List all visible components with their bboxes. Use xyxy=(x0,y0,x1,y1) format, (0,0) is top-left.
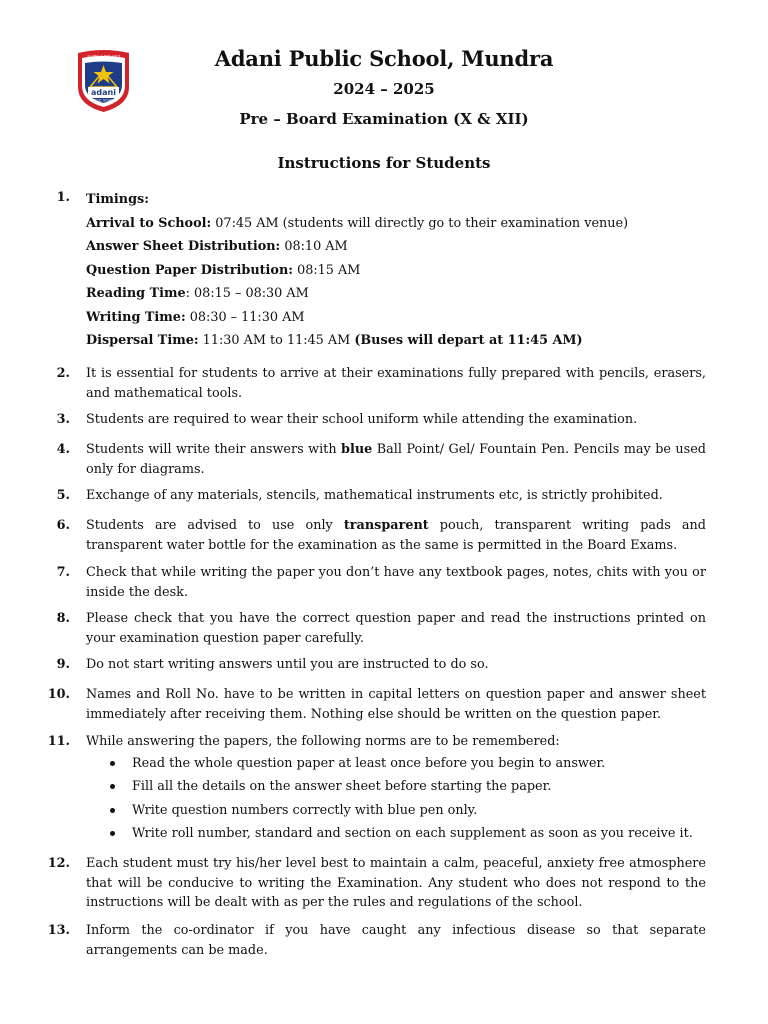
timing-arrival: Arrival to School: 07:45 AM (students will directly go to their examination venue) xyxy=(86,215,629,231)
timings-label: Timings: xyxy=(86,192,149,207)
norms-list xyxy=(86,752,706,846)
svg-text:adani: adani xyxy=(91,88,116,97)
timing-writing: Writing Time: 08:30 – 11:30 AM xyxy=(86,309,305,325)
document-header xyxy=(0,40,768,174)
school-name: Adani Public School, Mundra xyxy=(214,46,554,71)
bullet-item: Write question numbers correctly with blue pen only. xyxy=(86,799,706,823)
timing-reading: Reading Time: 08:15 – 08:30 AM xyxy=(86,286,309,301)
instructions-title: Instructions for Students xyxy=(277,154,491,172)
bullet-item: Read the whole question paper at least once before you begin to answer. xyxy=(86,752,706,776)
svg-text:हम भविष्य का निर्माण करते हैं: हम भविष्य का निर्माण करते हैं xyxy=(87,54,120,59)
item-number: 1. xyxy=(56,190,70,205)
timing-dispersal: Dispersal Time: 11:30 AM to 11:45 AM (Buses will depart at 11:45 AM) xyxy=(86,333,583,348)
exam-title: Pre – Board Examination (X & XII) xyxy=(239,110,529,128)
svg-text:PUBLIC SCHOOL: PUBLIC SCHOOL xyxy=(89,98,118,103)
academic-year: 2024 – 2025 xyxy=(333,80,435,98)
bullet-item: Write roll number, standard and section on each supplement as soon as you receive it. xyxy=(86,822,706,846)
bullet-item: Fill all the details on the answer sheet before starting the paper. xyxy=(86,775,706,799)
timing-answer-sheet: Answer Sheet Distribution: 08:10 AM xyxy=(86,239,348,254)
timing-question-paper: Question Paper Distribution: 08:15 AM xyxy=(86,262,361,278)
